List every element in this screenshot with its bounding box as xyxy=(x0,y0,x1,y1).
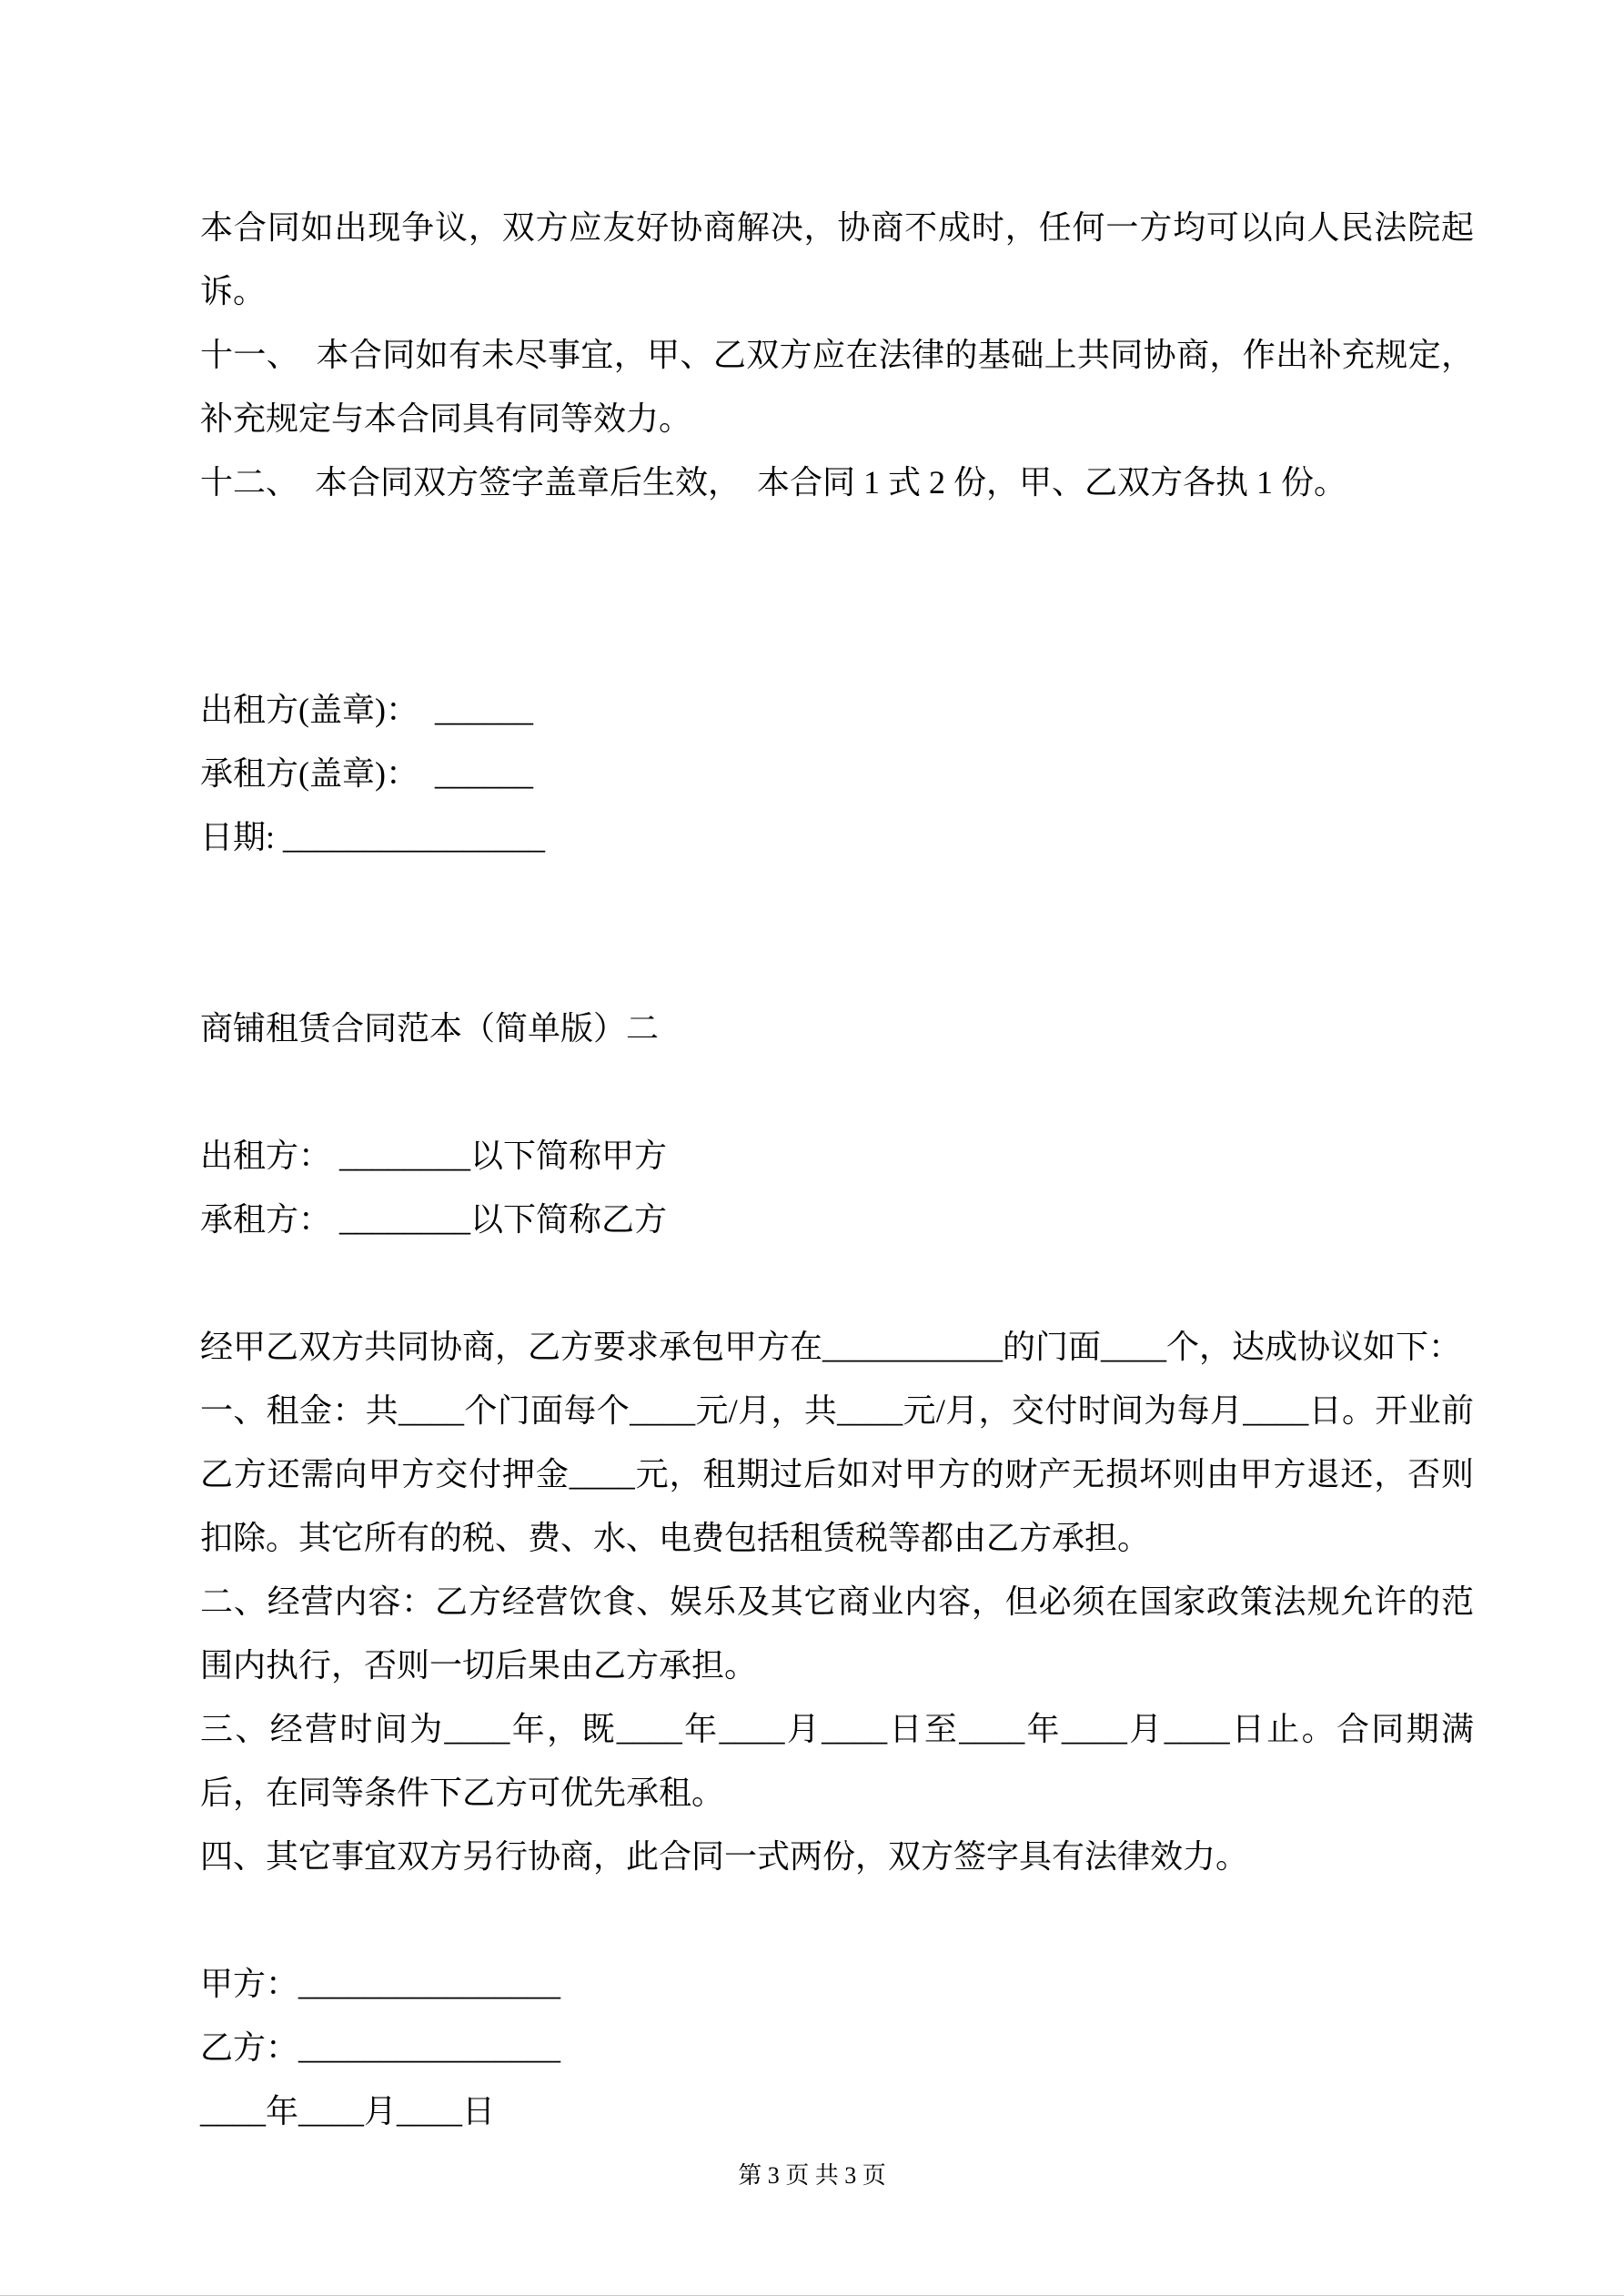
clause-dispute: 本合同如出现争议，双方应友好协商解决，协商不成时，任何一方均可以向人民法院起诉。 xyxy=(200,209,1474,309)
clause-business-scope: 二、经营内容：乙方经营饮食、娱乐及其它商业内容，但必须在国家政策法规允许的范围内执行，否则一切后果由乙方承担。 xyxy=(200,1583,1474,1684)
lessor-line: 出租方： ________以下简称甲方 xyxy=(200,1138,668,1174)
lessee-seal-line: 承租方(盖章)： ______ xyxy=(200,755,533,792)
party-a-signature-line: 甲方：________________ xyxy=(200,1966,561,2002)
document-body xyxy=(200,196,1474,2143)
page-footer: 第 3 页 共 3 页 xyxy=(738,2162,886,2189)
clause-11: 十一、 本合同如有未尽事宜，甲、乙双方应在法律的基础上共同协商，作出补充规定，补充规定与本合同具有同等效力。 xyxy=(200,337,1474,437)
clause-rent: 一、租金：共____个门面每个____元/月，共____元/月，交付时间为每月____日。开业前乙方还需向甲方交付押金____元，租期过后如对甲方的财产无损坏则由甲方退还，否则扣除。其它所有的税、费、水、电费包括租赁税等都由乙方承担。 xyxy=(200,1392,1474,1556)
section-two-title: 商铺租赁合同范本（简单版）二 xyxy=(200,1010,660,1047)
lessor-seal-line: 出租方(盖章)： ______ xyxy=(200,692,533,728)
signature-date-line: ____年____月____日 xyxy=(200,2093,496,2129)
party-b-signature-line: 乙方：________________ xyxy=(200,2029,561,2066)
intro-paragraph: 经甲乙双方共同协商，乙方要求承包甲方在___________的门面____个，达成协议如下： xyxy=(200,1329,1462,1365)
clause-misc: 四、其它事宜双方另行协商，此合同一式两份，双方签字具有法律效力。 xyxy=(200,1838,1249,1875)
lessee-line: 承租方： ________以下简称乙方 xyxy=(200,1201,668,1238)
clause-12: 十二、 本合同双方签字盖章后生效， 本合同 1 式 2 份，甲、乙双方各执 1 份。 xyxy=(200,464,1347,501)
date-line: 日期: ________________ xyxy=(200,819,546,855)
clause-term: 三、经营时间为____年，既____年____月____日至____年____月____日止。合同期满后，在同等条件下乙方可优先承租。 xyxy=(200,1711,1474,1811)
